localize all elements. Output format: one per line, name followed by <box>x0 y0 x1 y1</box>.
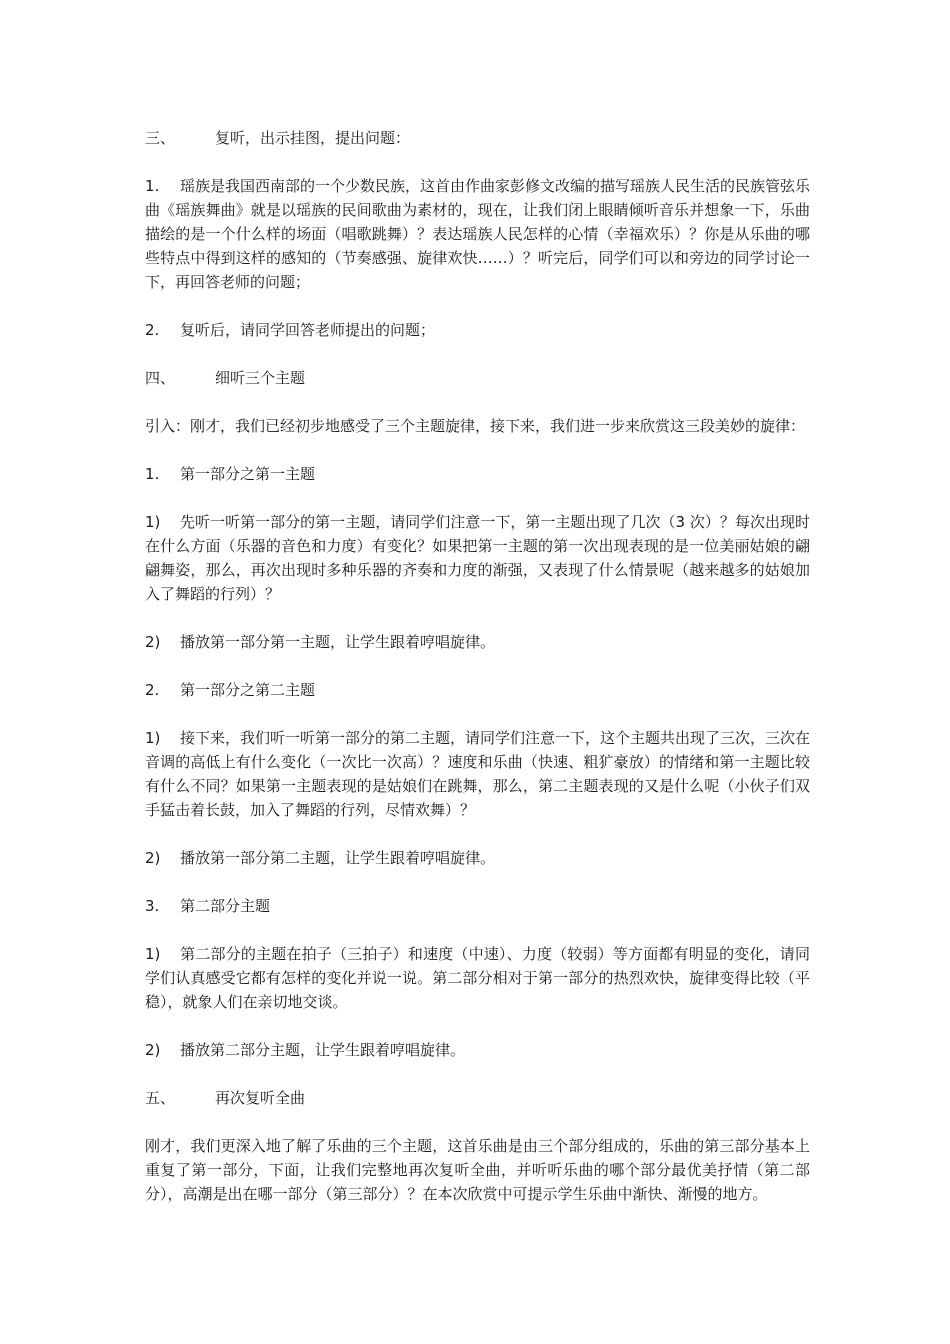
paragraph-text: 瑶族是我国西南部的一个少数民族，这首由作曲家彭修文改编的描写瑶族人民生活的民族管弦乐曲《瑶族舞曲》就是以瑶族的民间歌曲为素材的，现在，让我们闭上眼睛倾听音乐并想象一下，乐曲描绘的是一个什么样的场面（唱歌跳舞）？表达瑶族人民怎样的心情（幸福欢乐）？你是从乐曲的哪些特点中得到这样的感知的（节奏感强、旋律欢快……）？听完后，同学们可以和旁边的同学讨论一下，再回答老师的问题； <box>145 177 811 291</box>
item-number: 1. <box>145 465 160 483</box>
heading-number: 五、 <box>145 1089 176 1107</box>
intro-paragraph <box>145 414 815 438</box>
item-number: 2) <box>145 849 161 867</box>
item-number: 1) <box>145 513 161 531</box>
subheading-text: 第一部分之第二主题 <box>180 681 316 699</box>
paragraph-item-1-1 <box>145 510 810 606</box>
paragraph-text: 接下来，我们听一听第一部分的第二主题，请同学们注意一下，这个主题共出现了三次，三次在音调的高低上有什么变化（一次比一次高）？速度和乐曲（快速、粗犷豪放）的情绪和第一主题比较有什么不同？如果第一主题表现的是姑娘们在跳舞，那么，第二主题表现的又是什么呢（小伙子们双手猛击着长鼓，加入了舞蹈的行列，尽情欢舞）？ <box>145 729 811 819</box>
item-number: 2) <box>145 633 161 651</box>
paragraph-item-1-2 <box>145 630 815 654</box>
subheading-2 <box>145 678 815 702</box>
heading-number: 四、 <box>145 369 176 387</box>
section-heading-4 <box>145 366 815 390</box>
heading-text: 复听，出示挂图，提出问题： <box>215 129 411 147</box>
subheading-1 <box>145 462 815 486</box>
item-number: 2) <box>145 1041 161 1059</box>
paragraph-text: 播放第一部分第一主题，让学生跟着哼唱旋律。 <box>180 633 496 651</box>
paragraph-item-3-2 <box>145 1038 815 1062</box>
item-number: 1) <box>145 729 161 747</box>
paragraph-item-2 <box>145 318 815 342</box>
paragraph-text: 第二部分的主题在拍子（三拍子）和速度（中速）、力度（较弱）等方面都有明显的变化，请同学们认真感受它都有怎样的变化并说一说。第二部分相对于第一部分的热烈欢快，旋律变得比较（平稳），就象人们在亲切地交谈。 <box>145 945 810 1011</box>
subheading-3 <box>145 894 815 918</box>
paragraph-text: 复听后，请同学回答老师提出的问题； <box>180 321 436 339</box>
item-number: 1. <box>145 177 160 195</box>
paragraph-item-3-1 <box>145 942 810 1014</box>
paragraph-item-1 <box>145 174 810 294</box>
paragraph-text: 先听一听第一部分的第一主题，请同学们注意一下，第一主题出现了几次（3 次）？每次出现时在什么方面（乐器的音色和力度）有变化？如果把第一主题的第一次出现表现的是一位美丽姑娘的翩翩舞姿，那么，再次出现时多种乐器的齐奏和力度的渐强，又表现了什么情景呢（越来越多的姑娘加入了舞蹈的行列）？ <box>145 513 810 603</box>
paragraph-text: 播放第二部分主题，让学生跟着哼唱旋律。 <box>180 1041 466 1059</box>
paragraph-item-2-1 <box>145 726 810 822</box>
item-number: 2. <box>145 681 160 699</box>
heading-number: 三、 <box>145 129 176 147</box>
subheading-text: 第一部分之第一主题 <box>180 465 316 483</box>
item-number: 2. <box>145 321 160 339</box>
paragraph-text: 引入：刚才，我们已经初步地感受了三个主题旋律，接下来，我们进一步来欣赏这三段美妙的旋律： <box>145 417 806 435</box>
heading-text: 再次复听全曲 <box>215 1089 306 1107</box>
paragraph-item-2-2 <box>145 846 815 870</box>
section-heading-3 <box>145 126 815 150</box>
paragraph-text: 播放第一部分第二主题，让学生跟着哼唱旋律。 <box>180 849 496 867</box>
item-number: 3. <box>145 897 160 915</box>
paragraph-text: 刚才，我们更深入地了解了乐曲的三个主题，这首乐曲是由三个部分组成的，乐曲的第三部分基本上重复了第一部分，下面，让我们完整地再次复听全曲，并听听乐曲的哪个部分最优美抒情（第二部分），高潮是出在哪一部分（第三部分）？在本次欣赏中可提示学生乐曲中渐快、渐慢的地方。 <box>145 1137 810 1203</box>
closing-paragraph <box>145 1134 810 1206</box>
section-heading-5 <box>145 1086 815 1110</box>
heading-text: 细听三个主题 <box>215 369 306 387</box>
item-number: 1) <box>145 945 161 963</box>
subheading-text: 第二部分主题 <box>180 897 271 915</box>
